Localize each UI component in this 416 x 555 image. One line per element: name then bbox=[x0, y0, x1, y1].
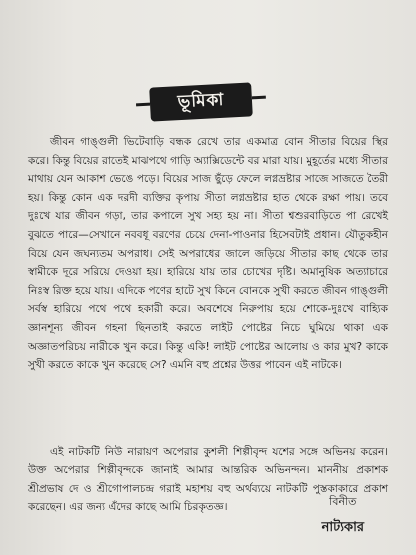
signoff-text: বিনীত bbox=[329, 495, 357, 508]
page-title: ভূমিকা bbox=[177, 89, 225, 113]
heading-banner bbox=[149, 82, 253, 121]
author-text: নাট্যকার bbox=[321, 520, 364, 535]
paragraph-text: এই নাটকটি নিউ নারায়ণ অপেরার কুশলী শিল্পীবৃন্দ যশের সঙ্গে অভিনয় করেন। উক্ত অপেরার শিল্পীবৃন্দকে জানাই আমার আন্তরিক অভিনন্দন। মাননীয় প্রকাশক শ্রীপ্রভাষ দে ও শ্রীগোপালচন্দ্র গরাই মহাশয় বহু অর্থব্যয়ে নাটকটি পুস্তকাকারে প্রকাশ করেছেন। এর জন্য এঁদের কাছে আমি চিরকৃতজ্ঞ। bbox=[28, 445, 388, 514]
paragraph-text: জীবন গাঙ্গুলী ভিটেবাড়ি বন্ধক রেখে তার একমাত্র বোন সীতার বিয়ের স্থির করে। কিন্তু বিয়ের রাতেই মাঝপথে গাড়ি অ্যাক্সিডেন্টে বর মারা যায়। মুহূর্তের মধ্যে সীতার মাথায় যেন আকাশ ভেঙে পড়ে। বিয়ের সাজ ছুঁড়ে ফেলে লগ্নভ্রষ্টার সাজে সাজতে তৈরী হয়। কিন্তু কোন এক দরদী ব্যক্তির কৃপায় সীতা লগ্নভ্রষ্টার হাত থেকে রক্ষা পায়। তবে দুঃখে যার জীবন গড়া, তার কপালে সুখ সহ্য হয় না। সীতা শ্বশুরবাড়িতে পা রেখেই বুঝতে পারে—সেখানে নববধূ বরণের চেয়ে দেনা-পাওনার হিসেবটাই প্রধান। যৌতুকহীন বিয়ে যেন জঘন্যতম অপরাধ। সেই অপরাধের জালে জড়িয়ে সীতার কাছ থেকে তার স্বামীকে দূরে সরিয়ে দেওয়া হয়। হারিয়ে যায় তার চোখের দৃষ্টি। অমানুষিক অত্যাচারে নিঃস্ব রিক্ত হয়ে যায়। এদিকে পণের হাটে সুখ কিনে বোনকে সুখী করতে জীবন গাঙ্গুলী সর্বস্ব হারিয়ে পথে পথে হকারী করে। অবশেষে নিরুপায় হয়ে শোকে-দুঃখে বাহ্যিক জ্ঞানশূন্য জীবন গহনা ছিনতাই করতে লাইট পোষ্টের নিচে ঘুমিয়ে থাকা এক অজ্ঞাতপরিচয় নারীকে খুন করে। কিন্তু একি! লাইট পোষ্টের আলোয় ও কার মুখ? কাকে সুখী করতে কাকে খুন করেছে সে? এমনি বহু প্রশ্নের উত্তর পাবেন এই নাটকে। bbox=[28, 136, 388, 372]
preface-paragraph-1 bbox=[28, 133, 388, 375]
signature-block bbox=[322, 493, 364, 539]
